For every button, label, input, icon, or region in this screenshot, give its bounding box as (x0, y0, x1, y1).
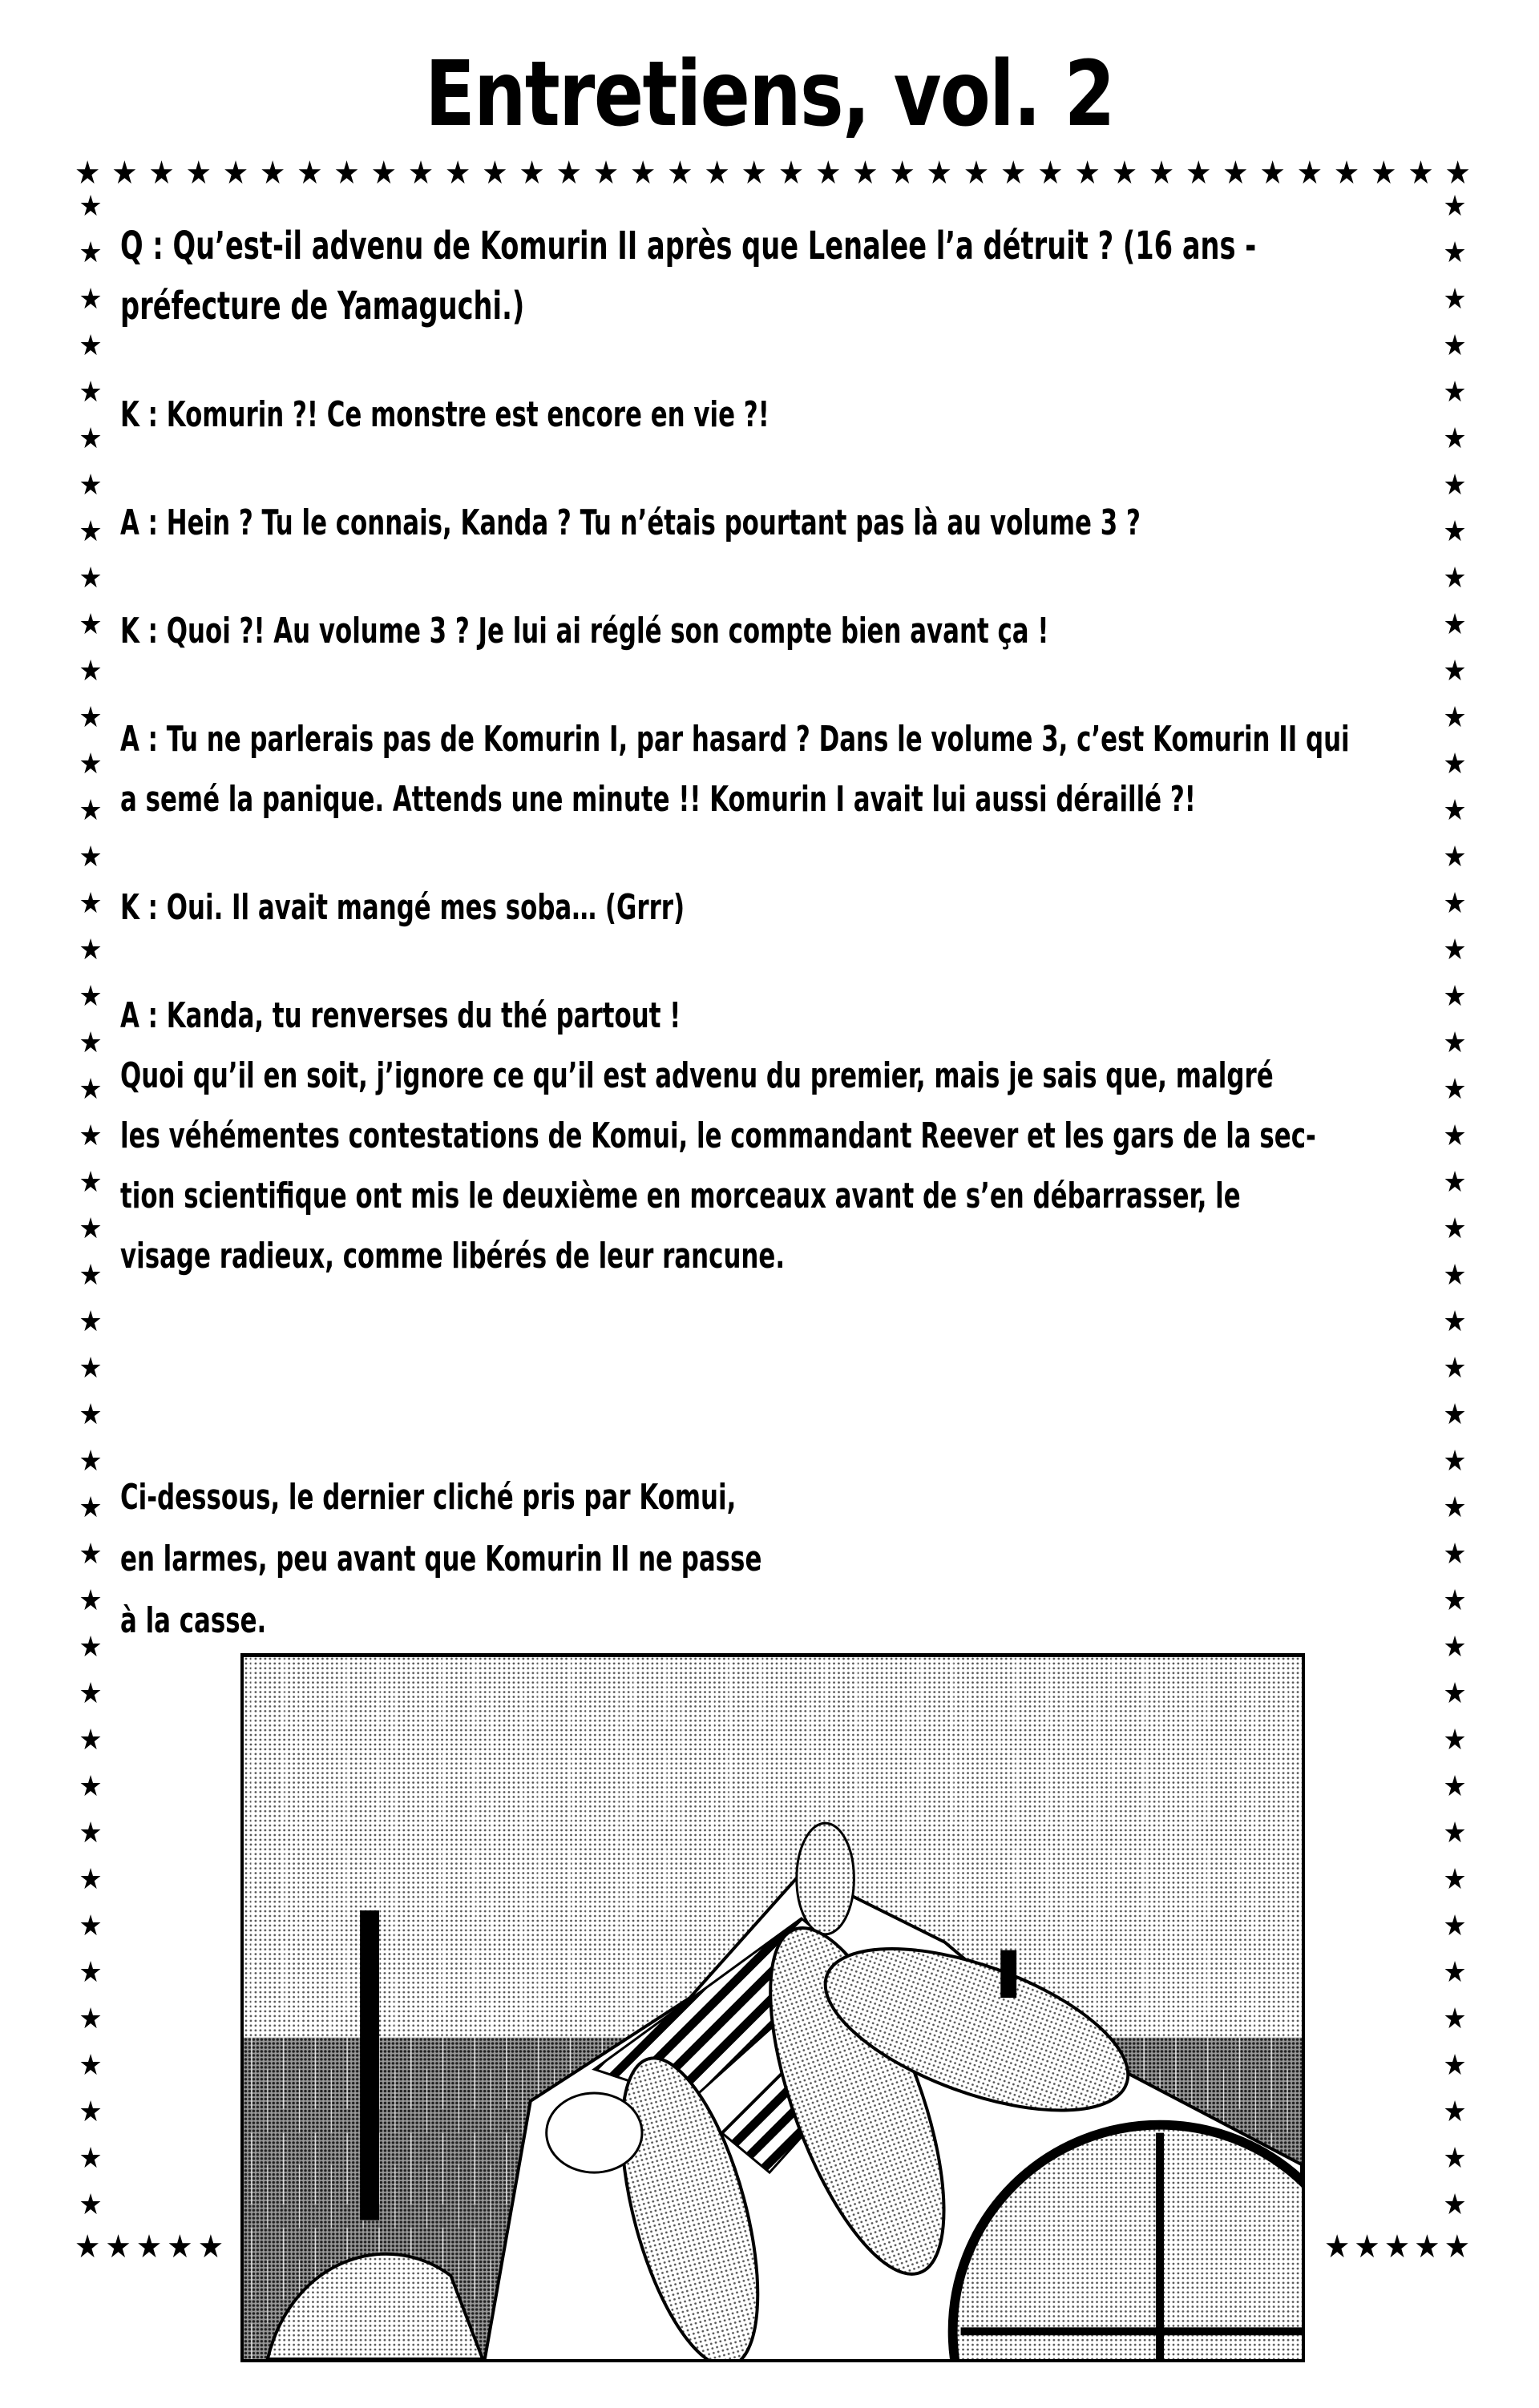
star-icon: ★ (79, 376, 103, 409)
star-icon: ★ (1443, 1352, 1467, 1385)
star-icon: ★ (1074, 155, 1101, 192)
star-icon: ★ (79, 1491, 103, 1524)
star-icon: ★ (592, 155, 620, 192)
star-icon: ★ (1296, 155, 1323, 192)
star-icon: ★ (79, 1212, 103, 1245)
dialogue-line: les véhémentes contestations de Komui, le commandant Reever et les gars de la sec- (120, 1115, 1316, 1156)
caption-line: en larmes, peu avant que Komurin II ne passe (120, 1539, 762, 1579)
star-icon: ★ (852, 155, 879, 192)
star-icon: ★ (1148, 155, 1175, 192)
star-icon: ★ (79, 608, 103, 641)
star-icon: ★ (79, 841, 103, 873)
star-icon: ★ (1443, 422, 1467, 455)
manga-illustration (240, 1653, 1305, 2362)
star-icon: ★ (1443, 1119, 1467, 1152)
star-icon: ★ (148, 155, 175, 192)
star-icon: ★ (1443, 329, 1467, 362)
star-icon: ★ (297, 155, 323, 192)
star-border-bottom-right (1324, 2231, 1470, 2263)
star-icon: ★ (79, 283, 103, 316)
star-icon: ★ (1443, 1259, 1467, 1292)
star-icon: ★ (79, 1863, 103, 1896)
star-icon: ★ (1443, 1538, 1467, 1571)
star-icon: ★ (1443, 1817, 1467, 1849)
reader-question (120, 216, 1427, 337)
star-icon: ★ (105, 2229, 131, 2265)
star-icon: ★ (79, 1305, 103, 1338)
star-icon: ★ (1443, 655, 1467, 688)
star-icon: ★ (79, 2188, 103, 2221)
star-icon: ★ (79, 1259, 103, 1292)
star-icon: ★ (79, 2003, 103, 2035)
star-icon: ★ (1443, 1305, 1467, 1338)
star-icon: ★ (75, 2229, 101, 2265)
star-icon: ★ (1408, 155, 1434, 192)
caption-line: Ci-dessous, le dernier cliché pris par Komui, (120, 1477, 737, 1518)
dialogue-line: A : Tu ne parlerais pas de Komurin I, par hasard ? Dans le volume 3, c’est Komurin II qui (120, 719, 1350, 760)
star-icon: ★ (79, 1073, 103, 1106)
star-icon: ★ (79, 236, 103, 269)
star-icon: ★ (222, 155, 249, 192)
star-icon: ★ (79, 934, 103, 966)
star-icon: ★ (79, 1677, 103, 1710)
star-icon: ★ (75, 155, 101, 192)
star-icon: ★ (1324, 2229, 1351, 2265)
star-icon: ★ (1443, 236, 1467, 269)
interview-content (120, 216, 1427, 1334)
star-icon: ★ (79, 2049, 103, 2082)
star-icon: ★ (197, 2229, 224, 2265)
star-icon: ★ (79, 329, 103, 362)
star-icon: ★ (1443, 1910, 1467, 1942)
star-icon: ★ (1443, 794, 1467, 827)
question-line: Q : Qu’est-il advenu de Komurin II après que Lenalee l’a détruit ? (16 ans - (120, 224, 1257, 268)
dialogue-line: a semé la panique. Attends une minute !! Komurin I avait lui aussi déraillé ?! (120, 779, 1196, 820)
dialogue-line: tion scientifique ont mis le deuxième en morceaux avant de s’en débarrasser, le (120, 1176, 1241, 1216)
star-icon: ★ (1443, 1677, 1467, 1710)
star-icon: ★ (1000, 155, 1027, 192)
star-icon: ★ (704, 155, 730, 192)
star-icon: ★ (1443, 1398, 1467, 1431)
star-icon: ★ (1443, 2095, 1467, 2128)
page-title: Entretiens, vol. 2 (425, 42, 1114, 147)
star-border-right (1440, 192, 1469, 2220)
star-icon: ★ (1443, 1770, 1467, 1803)
dialogue-line: K : Komurin ?! Ce monstre est encore en vie ?! (120, 394, 770, 435)
dialogue-allen (120, 493, 1427, 553)
star-icon: ★ (79, 2142, 103, 2175)
star-border-top (75, 155, 1471, 192)
star-icon: ★ (79, 1352, 103, 1385)
star-icon: ★ (167, 2229, 193, 2265)
dialogue-kanda (120, 877, 1427, 938)
question-line: préfecture de Yamaguchi.) (120, 284, 525, 329)
star-icon: ★ (778, 155, 805, 192)
star-icon: ★ (1443, 934, 1467, 966)
star-icon: ★ (1354, 2229, 1380, 2265)
star-icon: ★ (926, 155, 952, 192)
star-icon: ★ (1443, 701, 1467, 734)
star-icon: ★ (370, 155, 397, 192)
star-icon: ★ (1444, 2229, 1470, 2265)
star-icon: ★ (667, 155, 693, 192)
star-icon: ★ (1443, 1631, 1467, 1664)
star-icon: ★ (333, 155, 360, 192)
star-icon: ★ (79, 515, 103, 548)
dialogue-kanda (120, 601, 1427, 661)
star-icon: ★ (79, 562, 103, 595)
dialogue-line: K : Oui. Il avait mangé mes soba… (Grrr) (120, 887, 685, 928)
photo-caption (120, 1466, 943, 1652)
star-icon: ★ (1443, 562, 1467, 595)
dialogue-line: visage radieux, comme libérés de leur rancune. (120, 1236, 786, 1277)
star-icon: ★ (79, 794, 103, 827)
star-icon: ★ (1443, 841, 1467, 873)
star-icon: ★ (1443, 1027, 1467, 1059)
star-icon: ★ (815, 155, 842, 192)
star-icon: ★ (1443, 2003, 1467, 2035)
dialogue-kanda (120, 385, 1427, 445)
star-icon: ★ (79, 980, 103, 1013)
star-icon: ★ (79, 1910, 103, 1942)
star-icon: ★ (79, 1119, 103, 1152)
star-icon: ★ (1444, 155, 1471, 192)
star-icon: ★ (1443, 190, 1467, 223)
star-icon: ★ (111, 155, 138, 192)
star-icon: ★ (135, 2229, 163, 2265)
star-icon: ★ (79, 190, 103, 223)
star-icon: ★ (1414, 2229, 1440, 2265)
star-icon: ★ (1443, 2142, 1467, 2175)
dialogue-line: A : Hein ? Tu le connais, Kanda ? Tu n’étais pourtant pas là au volume 3 ? (120, 502, 1141, 543)
dialogue-allen (120, 986, 1427, 1286)
star-icon: ★ (482, 155, 508, 192)
star-icon: ★ (1037, 155, 1064, 192)
star-icon: ★ (1443, 283, 1467, 316)
star-icon: ★ (1443, 2049, 1467, 2082)
star-icon: ★ (1443, 1445, 1467, 1478)
star-icon: ★ (1443, 1073, 1467, 1106)
star-icon: ★ (1443, 1491, 1467, 1524)
star-icon: ★ (260, 155, 286, 192)
star-icon: ★ (79, 887, 103, 920)
star-icon: ★ (741, 155, 767, 192)
chimney (360, 1910, 379, 2220)
star-icon: ★ (185, 155, 212, 192)
star-icon: ★ (79, 1027, 103, 1059)
star-icon: ★ (79, 1584, 103, 1617)
star-icon: ★ (1443, 1724, 1467, 1757)
star-icon: ★ (963, 155, 990, 192)
star-icon: ★ (79, 1817, 103, 1849)
star-icon: ★ (1443, 469, 1467, 502)
dialogue-allen (120, 709, 1427, 829)
star-icon: ★ (79, 1631, 103, 1664)
star-icon: ★ (1443, 376, 1467, 409)
star-icon: ★ (1222, 155, 1249, 192)
caption-line: à la casse. (120, 1600, 267, 1641)
star-icon: ★ (1333, 155, 1360, 192)
star-icon: ★ (1111, 155, 1137, 192)
star-icon: ★ (1383, 2229, 1411, 2265)
junkyard-scene (244, 1656, 1302, 2359)
star-icon: ★ (79, 1538, 103, 1571)
star-icon: ★ (79, 1166, 103, 1199)
star-icon: ★ (79, 655, 103, 688)
star-icon: ★ (1443, 1166, 1467, 1199)
star-icon: ★ (1443, 515, 1467, 548)
star-icon: ★ (1443, 1212, 1467, 1245)
star-icon: ★ (79, 1724, 103, 1757)
star-icon: ★ (889, 155, 915, 192)
dialogue-line: Quoi qu’il en soit, j’ignore ce qu’il est advenu du premier, mais je sais que, malgré (120, 1055, 1274, 1096)
star-icon: ★ (1371, 155, 1397, 192)
star-icon: ★ (630, 155, 656, 192)
star-icon: ★ (79, 469, 103, 502)
star-icon: ★ (1443, 1584, 1467, 1617)
star-icon: ★ (407, 155, 434, 192)
star-icon: ★ (79, 701, 103, 734)
star-icon: ★ (79, 1445, 103, 1478)
star-icon: ★ (1443, 1956, 1467, 1989)
star-icon: ★ (79, 748, 103, 780)
star-icon: ★ (519, 155, 545, 192)
star-icon: ★ (79, 1770, 103, 1803)
figure-silhouette (1000, 1950, 1016, 1998)
star-icon: ★ (445, 155, 471, 192)
star-icon: ★ (1443, 748, 1467, 780)
star-icon: ★ (1259, 155, 1286, 192)
star-icon: ★ (1443, 980, 1467, 1013)
star-icon: ★ (555, 155, 582, 192)
star-border-left (76, 192, 105, 2220)
dialogue-line: A : Kanda, tu renverses du thé partout ! (120, 995, 681, 1036)
star-icon: ★ (1443, 1863, 1467, 1896)
star-icon: ★ (1186, 155, 1212, 192)
star-icon: ★ (79, 422, 103, 455)
dialogue-line: K : Quoi ?! Au volume 3 ? Je lui ai réglé son compte bien avant ça ! (120, 611, 1049, 651)
star-border-bottom-left (75, 2231, 224, 2263)
star-icon: ★ (1443, 887, 1467, 920)
star-icon: ★ (1443, 2188, 1467, 2221)
star-icon: ★ (79, 2095, 103, 2128)
star-icon: ★ (79, 1398, 103, 1431)
star-icon: ★ (79, 1956, 103, 1989)
star-icon: ★ (1443, 608, 1467, 641)
